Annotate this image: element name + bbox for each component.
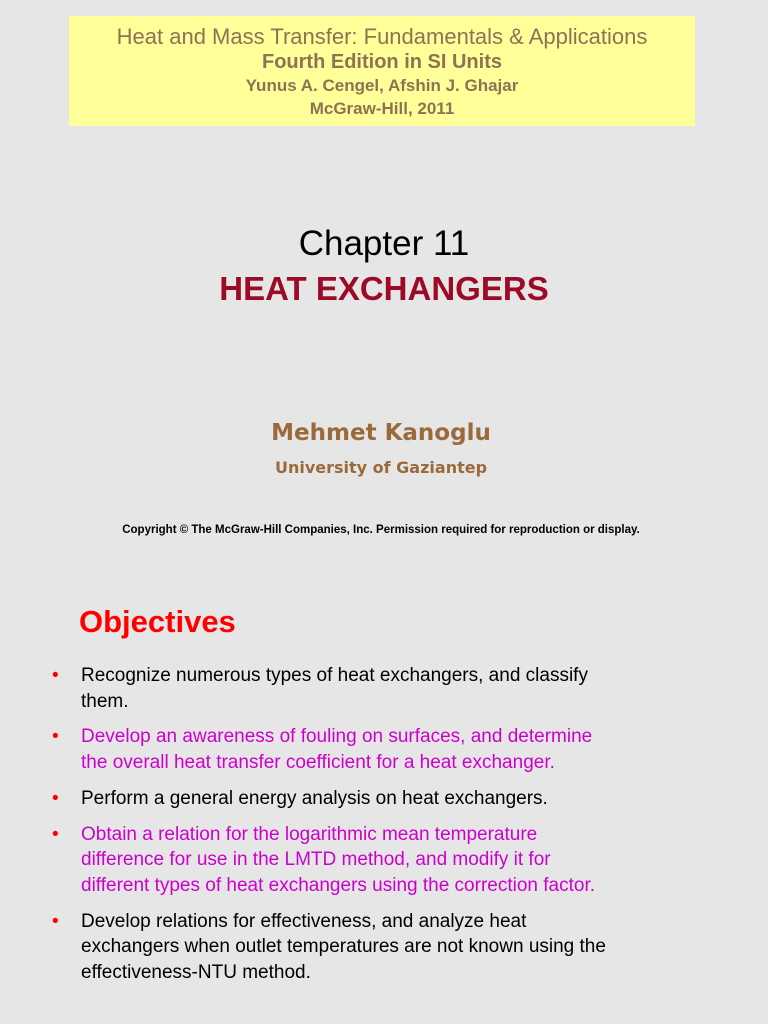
presenter-affiliation: University of Gaziantep — [274, 458, 488, 477]
bullet-icon: • — [52, 823, 59, 845]
presenter-name: Mehmet Kanoglu — [271, 420, 491, 446]
book-info-banner — [69, 16, 695, 126]
objective-item — [0, 724, 768, 775]
objective-text: Develop relations for effectiveness, and analyze heat exchangers when outlet temperatures are not known using the effectiveness-NTU method. — [81, 910, 606, 984]
book-title: Heat and Mass Transfer: Fundamentals & Applications — [116, 24, 648, 49]
bullet-icon: • — [52, 726, 59, 748]
bullet-icon: • — [52, 665, 59, 686]
chapter-title: HEAT EXCHANGERS — [219, 270, 549, 307]
objective-text: Perform a general energy analysis on heat exchangers. — [81, 787, 548, 809]
objectives-list — [0, 663, 768, 996]
book-edition: Fourth Edition in SI Units — [262, 51, 502, 73]
bullet-icon: • — [52, 787, 59, 809]
book-publisher: McGraw-Hill, 2011 — [309, 99, 455, 118]
objective-item — [0, 822, 768, 899]
objective-text: Obtain a relation for the logarithmic mean temperature difference for use in the LMTD method, and modify it for different types of heat exchangers using the correction factor. — [81, 823, 596, 896]
book-authors: Yunus A. Cengel, Afshin J. Ghajar — [245, 76, 519, 95]
bullet-icon: • — [52, 910, 59, 932]
objective-text: Recognize numerous types of heat exchangers, and classify them. — [81, 665, 588, 712]
copyright-notice: Copyright © The McGraw-Hill Companies, Inc. Permission required for reproduction or display. — [122, 524, 640, 536]
objective-item — [0, 909, 768, 986]
objective-item — [0, 663, 768, 714]
objectives-heading: Objectives — [79, 604, 236, 639]
objective-text: Develop an awareness of fouling on surfaces, and determine the overall heat transfer coefficient for a heat exchanger. — [81, 726, 593, 774]
chapter-number: Chapter 11 — [298, 224, 470, 263]
objective-item — [0, 786, 768, 812]
